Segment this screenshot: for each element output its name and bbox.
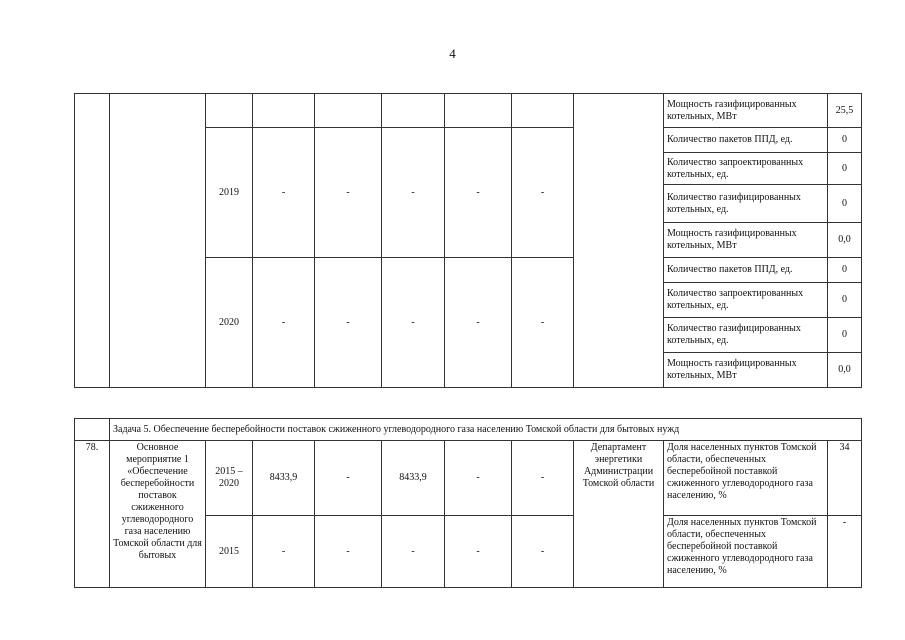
table-row bbox=[75, 441, 862, 516]
indicator-value: 0 bbox=[828, 283, 862, 318]
indicator-name: Количество запроектированных котельных, ед. bbox=[664, 283, 828, 318]
indicator-name: Мощность газифицированных котельных, МВт bbox=[664, 223, 828, 258]
year-cell bbox=[206, 94, 253, 128]
row-number-cell bbox=[75, 94, 110, 388]
value-cell: - bbox=[382, 258, 445, 388]
executor-cell bbox=[574, 94, 664, 388]
value-cell bbox=[512, 94, 574, 128]
indicator-value: 0 bbox=[828, 153, 862, 185]
value-cell bbox=[445, 94, 512, 128]
year-cell: 2019 bbox=[206, 128, 253, 258]
indicator-name: Мощность газифицированных котельных, МВт bbox=[664, 353, 828, 388]
indicator-value: 0 bbox=[828, 185, 862, 223]
value-cell: - bbox=[512, 258, 574, 388]
indicator-value: 25,5 bbox=[828, 94, 862, 128]
page-number: 4 bbox=[449, 46, 456, 61]
period-cell: 2015 bbox=[206, 516, 253, 588]
indicator-value: 0 bbox=[828, 128, 862, 153]
value-cell: - bbox=[315, 441, 382, 516]
value-cell: - bbox=[253, 128, 315, 258]
value-cell: - bbox=[445, 128, 512, 258]
value-cell: 8433,9 bbox=[253, 441, 315, 516]
value-cell bbox=[315, 94, 382, 128]
indicator-value: - bbox=[828, 516, 862, 588]
value-cell: - bbox=[382, 516, 445, 588]
value-cell: - bbox=[253, 258, 315, 388]
value-cell: - bbox=[512, 128, 574, 258]
indicator-name: Доля населенных пунктов Томской области, обеспеченных бесперебойной поставкой сжиженного углеводородного газа населению, % bbox=[664, 516, 828, 588]
value-cell: - bbox=[512, 516, 574, 588]
value-cell: - bbox=[315, 128, 382, 258]
value-cell bbox=[382, 94, 445, 128]
task-header: Задача 5. Обеспечение бесперебойности поставок сжиженного углеводородного газа населению Томской области для бытовых нужд bbox=[110, 419, 862, 441]
value-cell: 8433,9 bbox=[382, 441, 445, 516]
indicator-value: 0 bbox=[828, 258, 862, 283]
indicator-name: Количество газифицированных котельных, ед. bbox=[664, 318, 828, 353]
row-number: 78. bbox=[75, 441, 110, 588]
indicator-name: Количество пакетов ППД, ед. bbox=[664, 128, 828, 153]
indicator-value: 0 bbox=[828, 318, 862, 353]
period-cell: 2015 – 2020 bbox=[206, 441, 253, 516]
indicator-name: Мощность газифицированных котельных, МВт bbox=[664, 94, 828, 128]
task-header-row bbox=[75, 419, 862, 441]
value-cell: - bbox=[315, 516, 382, 588]
value-cell bbox=[253, 94, 315, 128]
indicator-value: 34 bbox=[828, 441, 862, 516]
executor-name: Департамент энергетики Администрации Томской области bbox=[574, 441, 664, 588]
value-cell: - bbox=[382, 128, 445, 258]
value-cell: - bbox=[512, 441, 574, 516]
year-cell: 2020 bbox=[206, 258, 253, 388]
indicator-value: 0,0 bbox=[828, 223, 862, 258]
indicator-name: Количество газифицированных котельных, ед. bbox=[664, 185, 828, 223]
event-name: Основное мероприятие 1 «Обеспечение бесперебойности поставок сжиженного углеводородного газа населению Томской области для бытовых bbox=[110, 441, 206, 588]
table-row bbox=[75, 94, 862, 128]
value-cell: - bbox=[445, 258, 512, 388]
value-cell: - bbox=[445, 516, 512, 588]
indicator-name: Количество пакетов ППД, ед. bbox=[664, 258, 828, 283]
task-5-table bbox=[74, 418, 862, 588]
event-cell bbox=[110, 94, 206, 388]
row-number-cell bbox=[75, 419, 110, 441]
indicator-value: 0,0 bbox=[828, 353, 862, 388]
value-cell: - bbox=[315, 258, 382, 388]
value-cell: - bbox=[445, 441, 512, 516]
indicator-name: Количество запроектированных котельных, ед. bbox=[664, 153, 828, 185]
value-cell: - bbox=[253, 516, 315, 588]
indicator-name: Доля населенных пунктов Томской области, обеспеченных бесперебойной поставкой сжиженного углеводородного газа населению, % bbox=[664, 441, 828, 516]
indicators-table-continued bbox=[74, 93, 862, 388]
